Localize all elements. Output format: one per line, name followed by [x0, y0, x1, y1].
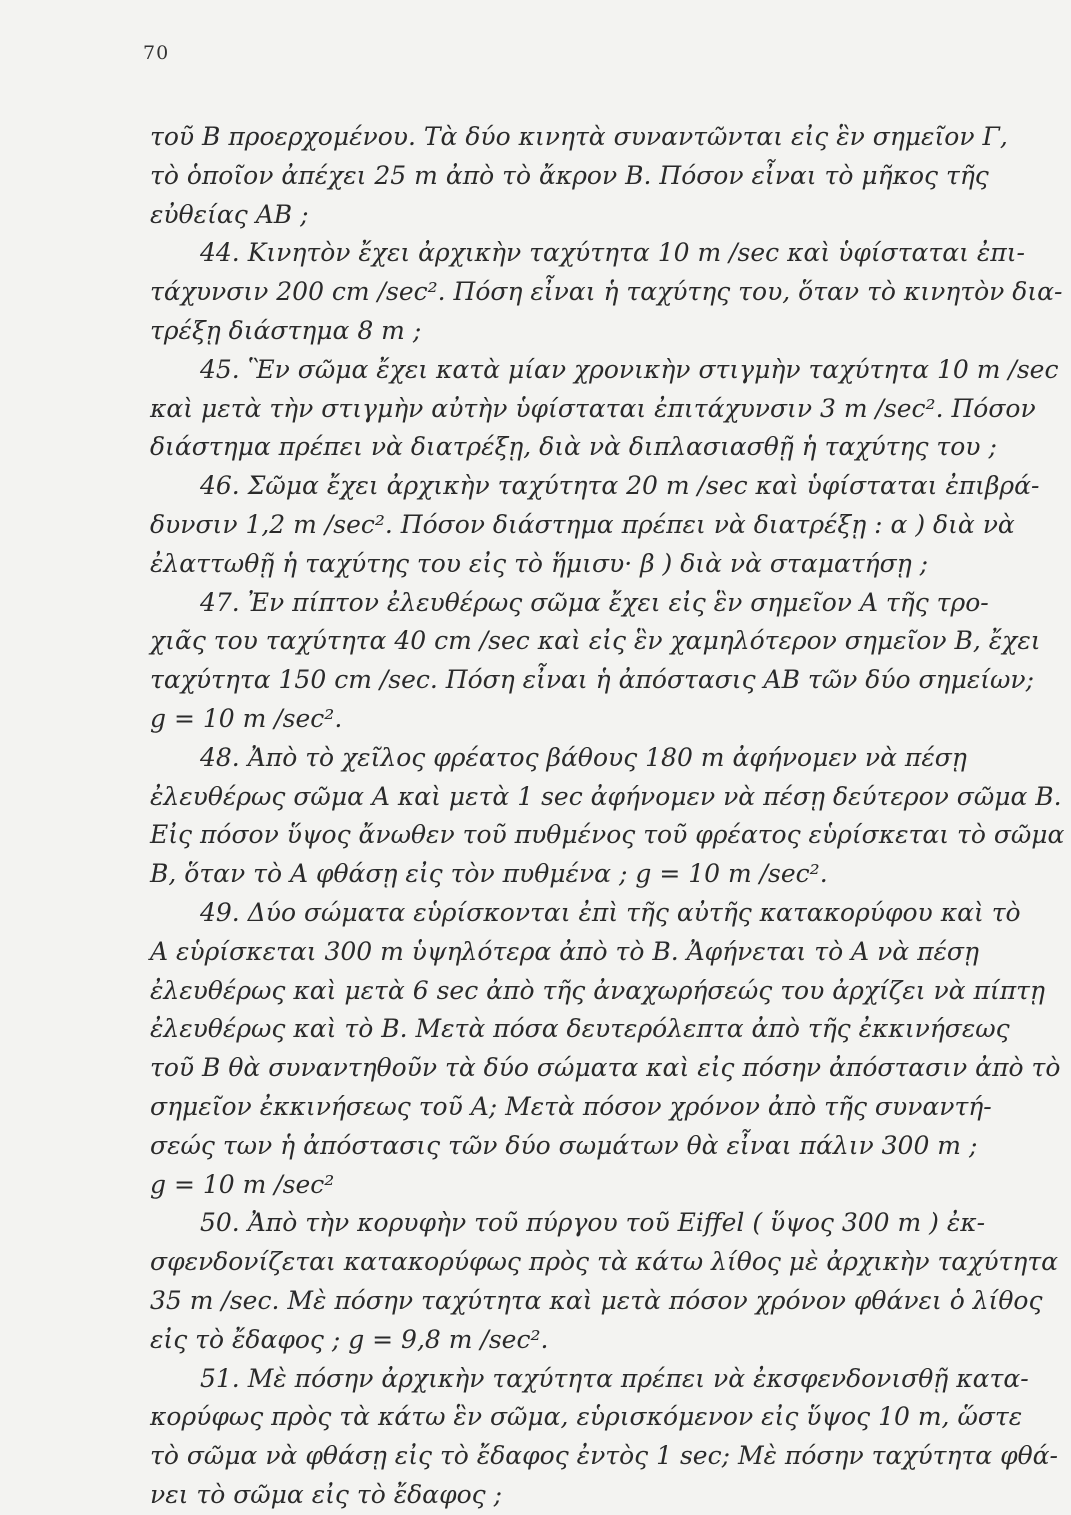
text-line: διάστημα πρέπει νὰ διατρέξῃ, διὰ νὰ διπλασιασθῇ ἡ ταχύτης του ;	[150, 432, 997, 462]
text-line: ἐλαττωθῇ ἡ ταχύτης του εἰς τὸ ἥμισυ· β ) διὰ νὰ σταματήσῃ ;	[150, 548, 929, 578]
text-line: τὸ ὁποῖον ἀπέχει 25 m ἀπὸ τὸ ἄκρον Β. Πόσον εἶναι τὸ μῆκος τῆς	[150, 160, 989, 190]
text-line: ἐλευθέρως σῶμα Α καὶ μετὰ 1 sec ἀφήνομεν νὰ πέσῃ δεύτερον σῶμα Β.	[150, 781, 1062, 811]
text-line: 47. Ἐν πίπτον ἐλευθέρως σῶμα ἔχει εἰς ἓν σημεῖον Α τῆς τρο-	[200, 587, 989, 617]
text-line: Εἰς πόσον ὕψος ἄνωθεν τοῦ πυθμένος τοῦ φρέατος εὑρίσκεται τὸ σῶμα	[150, 820, 1065, 850]
text-line: νει τὸ σῶμα εἰς τὸ ἔδαφος ;	[150, 1479, 502, 1509]
text-line: 44. Κινητὸν ἔχει ἀρχικὴν ταχύτητα 10 m /sec καὶ ὑφίσταται ἐπι-	[200, 238, 1025, 268]
text-line: ἐλευθέρως καὶ μετὰ 6 sec ἀπὸ τῆς ἀναχωρήσεώς του ἀρχίζει νὰ πίπτῃ	[150, 975, 1045, 1005]
text-line: 48. Ἀπὸ τὸ χεῖλος φρέατος βάθους 180 m ἀφήνομεν νὰ πέσῃ	[200, 742, 967, 772]
text-line: 46. Σῶμα ἔχει ἀρχικὴν ταχύτητα 20 m /sec καὶ ὑφίσταται ἐπιβρά-	[200, 471, 1040, 501]
text-line: εἰς τὸ ἔδαφος ; g = 9,8 m /sec².	[150, 1324, 549, 1354]
text-line: ἐλευθέρως καὶ τὸ Β. Μετὰ πόσα δευτερόλεπτα ἀπὸ τῆς ἐκκινήσεως	[150, 1014, 1010, 1044]
text-line: τοῦ Β προερχομένου. Τὰ δύο κινητὰ συναντῶνται εἰς ἓν σημεῖον Γ,	[150, 122, 1008, 151]
body-text	[150, 118, 1065, 1515]
text-line: g = 10 m /sec².	[150, 703, 343, 733]
page-number: 70	[143, 42, 170, 64]
text-line: ταχύτητα 150 cm /sec. Πόση εἶναι ἡ ἀπόστασις ΑΒ τῶν δύο σημείων;	[150, 665, 1035, 695]
text-line: σημεῖον ἐκκινήσεως τοῦ Α; Μετὰ πόσον χρόνον ἀπὸ τῆς συναντή-	[150, 1091, 992, 1121]
text-line: Β, ὅταν τὸ Α φθάσῃ εἰς τὸν πυθμένα ; g = 10 m /sec².	[150, 859, 828, 889]
text-line: δυνσιν 1,2 m /sec². Πόσον διάστημα πρέπει νὰ διατρέξῃ : α ) διὰ νὰ	[150, 509, 1015, 539]
text-line: 51. Μὲ πόσην ἀρχικὴν ταχύτητα πρέπει νὰ ἐκσφενδονισθῇ κατα-	[200, 1363, 1029, 1393]
text-line: 45. Ἓν σῶμα ἔχει κατὰ μίαν χρονικὴν στιγμὴν ταχύτητα 10 m /sec	[200, 354, 1059, 384]
text-line: τοῦ Β θὰ συναντηθοῦν τὰ δύο σώματα καὶ εἰς πόσην ἀπόστασιν ἀπὸ τὸ	[150, 1053, 1061, 1083]
text-line: Α εὑρίσκεται 300 m ὑψηλότερα ἀπὸ τὸ Β. Ἀφήνεται τὸ Α νὰ πέσῃ	[150, 936, 979, 966]
text-line: 50. Ἀπὸ τὴν κορυφὴν τοῦ πύργου τοῦ Eiffel ( ὕψος 300 m ) ἐκ-	[200, 1208, 986, 1238]
text-line: 35 m /sec. Μὲ πόσην ταχύτητα καὶ μετὰ πόσον χρόνον φθάνει ὁ λίθος	[150, 1285, 1043, 1315]
text-line: εὐθείας ΑΒ ;	[150, 199, 309, 229]
text-line: καὶ μετὰ τὴν στιγμὴν αὐτὴν ὑφίσταται ἐπιτάχυνσιν 3 m /sec². Πόσον	[150, 393, 1036, 423]
text-line: τρέξῃ διάστημα 8 m ;	[150, 315, 422, 345]
text-line: κορύφως πρὸς τὰ κάτω ἓν σῶμα, εὑρισκόμενον εἰς ὕψος 10 m, ὥστε	[150, 1402, 1023, 1432]
text-line: τάχυνσιν 200 cm /sec². Πόση εἶναι ἡ ταχύτης του, ὅταν τὸ κινητὸν δια-	[150, 277, 1063, 307]
text-line: σφενδονίζεται κατακορύφως πρὸς τὰ κάτω λίθος μὲ ἀρχικὴν ταχύτητα	[150, 1247, 1059, 1277]
text-line: g = 10 m /sec²	[150, 1169, 335, 1199]
text-line: 49. Δύο σώματα εὑρίσκονται ἐπὶ τῆς αὐτῆς κατακορύφου καὶ τὸ	[200, 897, 1021, 927]
text-line: σεώς των ἡ ἀπόστασις τῶν δύο σωμάτων θὰ εἶναι πάλιν 300 m ;	[150, 1130, 978, 1160]
text-line: χιᾶς του ταχύτητα 40 cm /sec καὶ εἰς ἓν χαμηλότερον σημεῖον Β, ἔχει	[150, 626, 1041, 656]
text-line: τὸ σῶμα νὰ φθάσῃ εἰς τὸ ἔδαφος ἐντὸς 1 sec; Μὲ πόσην ταχύτητα φθά-	[150, 1441, 1058, 1471]
